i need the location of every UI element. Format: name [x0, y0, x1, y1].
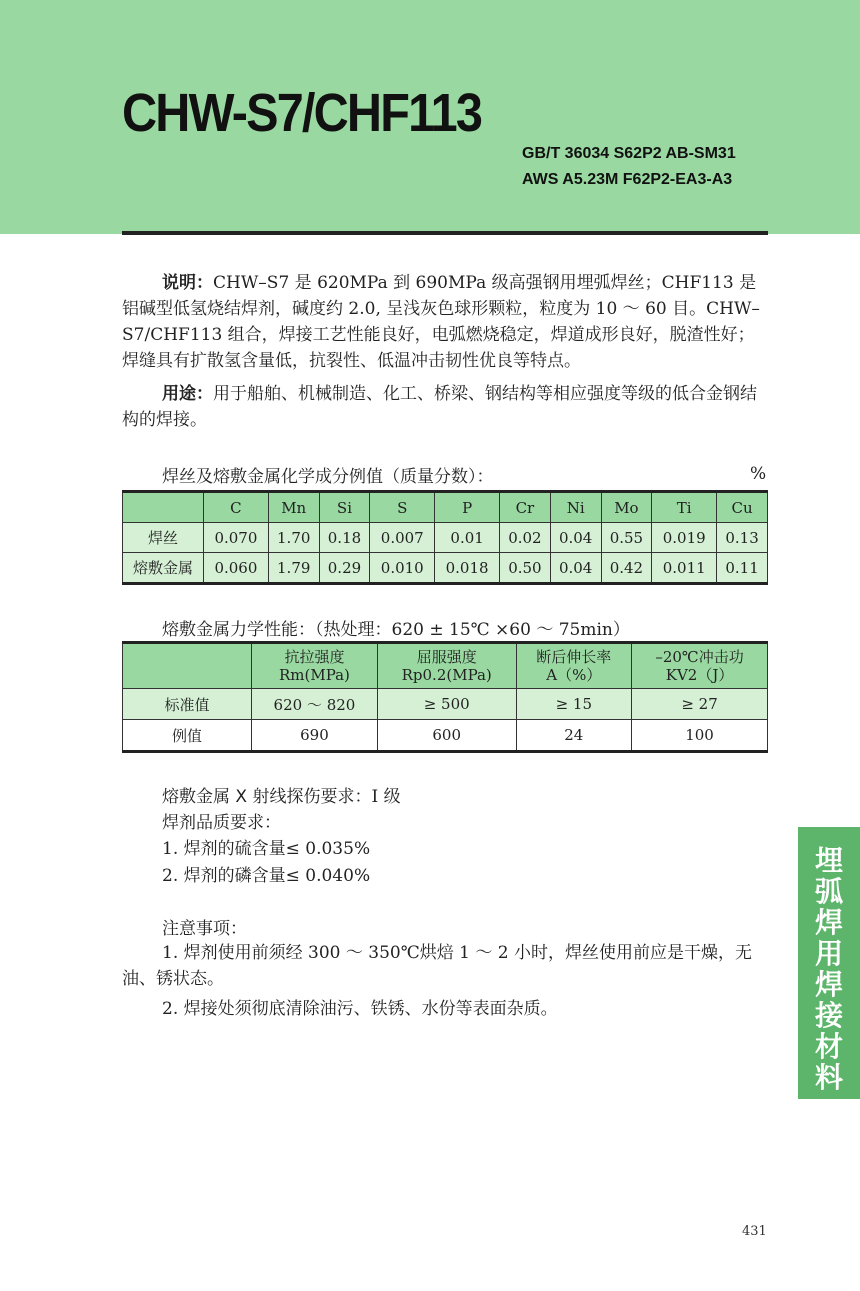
chem-cell: 0.010 — [370, 553, 435, 584]
mech-cell: 标准值 — [123, 689, 252, 720]
chem-header-cell: S — [370, 492, 435, 523]
table-row — [123, 523, 768, 553]
header-rule — [122, 231, 768, 235]
xray-requirement — [162, 782, 401, 807]
side-tab-char: 材 — [814, 1030, 843, 1063]
flux-quality-title: 焊剂品质要求： — [162, 813, 281, 833]
page-number: 431 — [742, 1224, 767, 1239]
mech-table — [122, 641, 768, 753]
mech-header-cell — [516, 643, 632, 689]
chem-header-cell: Mn — [268, 492, 319, 523]
chem-cell: 0.007 — [370, 523, 435, 553]
usage-label: 用途： — [162, 384, 213, 404]
chem-cell: 0.18 — [319, 523, 370, 553]
mech-header-cell — [632, 643, 768, 689]
mech-header-l2: KV2（J） — [665, 666, 734, 684]
chem-cell: 0.019 — [652, 523, 717, 553]
chem-header-row — [123, 492, 768, 523]
chem-table — [122, 490, 768, 585]
mech-cell: 100 — [632, 720, 768, 752]
mech-table-title — [162, 615, 630, 640]
chem-header-cell: Ti — [652, 492, 717, 523]
chem-header-cell: Mo — [601, 492, 652, 523]
chem-cell: 0.060 — [204, 553, 269, 584]
mech-cell: 24 — [516, 720, 632, 752]
chem-cell: 0.01 — [435, 523, 500, 553]
mech-cell: ≥ 15 — [516, 689, 632, 720]
usage-text: 用于船舶、机械制造、化工、桥梁、钢结构等相应强度等级的低合金钢结构的焊接。 — [122, 384, 757, 430]
side-tab-char: 焊 — [814, 906, 843, 939]
chem-cell: 1.79 — [268, 553, 319, 584]
chem-cell: 0.070 — [204, 523, 269, 553]
note-item-2: 2. 焊接处须彻底清除油污、铁锈、水份等表面杂质。 — [162, 999, 558, 1019]
mech-header-l2: A（%） — [546, 666, 602, 684]
chem-cell: 熔敷金属 — [123, 553, 204, 584]
side-tab-char: 焊 — [814, 968, 843, 1001]
chem-header-cell: C — [204, 492, 269, 523]
chem-cell: 0.29 — [319, 553, 370, 584]
side-tab-char: 埋 — [814, 844, 843, 877]
chem-cell: 0.04 — [550, 553, 601, 584]
chem-cell: 0.02 — [500, 523, 551, 553]
header-band — [0, 0, 860, 234]
table-row — [123, 689, 768, 720]
mech-cell: 例值 — [123, 720, 252, 752]
chem-cell: 0.55 — [601, 523, 652, 553]
mech-header-l1: 屈服强度 — [416, 648, 477, 666]
mech-cell: ≥ 27 — [632, 689, 768, 720]
usage-paragraph — [122, 381, 770, 433]
chem-unit: % — [750, 464, 767, 484]
heat-treatment: （热处理：620 ± 15℃ ×60 ～ 75min） — [315, 620, 630, 640]
page-title: CHW-S7/CHF113 — [122, 83, 482, 143]
side-tab-char: 料 — [814, 1061, 843, 1094]
chem-cell: 1.70 — [268, 523, 319, 553]
flux-item: 2. 焊剂的磷含量≤ 0.040% — [162, 866, 371, 886]
chem-header-cell: Cu — [717, 492, 768, 523]
mech-header-l1: 抗拉强度 — [284, 648, 345, 666]
mech-header-l2: Rp0.2(MPa) — [401, 666, 492, 684]
side-category-tab — [798, 827, 860, 1099]
mech-cell: 690 — [252, 720, 378, 752]
mech-cell: ≥ 500 — [377, 689, 516, 720]
mech-header-cell — [252, 643, 378, 689]
side-tab-char: 弧 — [814, 875, 843, 908]
table-row — [123, 720, 768, 752]
notes-title: 注意事项： — [162, 919, 247, 939]
standard-aws: AWS A5.23M F62P2-EA3-A3 — [522, 171, 733, 188]
chem-cell: 0.018 — [435, 553, 500, 584]
chem-header-cell: P — [435, 492, 500, 523]
description-text: CHW–S7 是 620MPa 到 690MPa 级高强钢用埋弧焊丝；CHF113 是铝碱型低氢烧结焊剂，碱度约 2.0, 呈浅灰色球形颗粒，粒度为 10 ～ 60 目。CHW–S7/CHF113 组合，焊接工艺性能良好，电弧燃烧稳定，焊道成形良好，脱渣性好；焊缝具有扩散氢含量低，抗裂性、低温冲击韧性优良等特点。 — [122, 273, 760, 371]
flux-item: 1. 焊剂的硫含量≤ 0.035% — [162, 839, 371, 859]
chem-header-cell: Cr — [500, 492, 551, 523]
standard-gb: GB/T 36034 S62P2 AB-SM31 — [522, 145, 736, 162]
mech-header-l2: Rm(MPa) — [278, 666, 350, 684]
mech-header-l1: –20℃冲击功 — [655, 648, 744, 666]
mech-header-row — [123, 643, 768, 689]
chem-cell: 0.50 — [500, 553, 551, 584]
table-row — [123, 553, 768, 584]
chem-cell: 0.04 — [550, 523, 601, 553]
mech-title: 熔敷金属力学性能： — [162, 620, 315, 640]
mech-header-cell — [377, 643, 516, 689]
mech-cell: 620 ～ 820 — [252, 689, 378, 720]
note-item-1: 1. 焊剂使用前须经 300 ～ 350℃烘焙 1 ～ 2 小时，焊丝使用前应是干燥，无油、锈状态。 — [122, 943, 752, 989]
mech-cell: 600 — [377, 720, 516, 752]
chem-header-cell: Ni — [550, 492, 601, 523]
chem-cell: 焊丝 — [123, 523, 204, 553]
side-tab-char: 用 — [814, 937, 843, 970]
chem-table-title: 焊丝及熔敷金属化学成分例值（质量分数）： — [162, 467, 494, 487]
mech-header-l1: 断后伸长率 — [536, 648, 612, 666]
xray-label: 熔敷金属 X 射线探伤要求： — [162, 787, 372, 807]
side-tab-char: 接 — [814, 999, 843, 1032]
xray-value: I 级 — [371, 787, 401, 807]
chem-cell: 0.011 — [652, 553, 717, 584]
chem-cell: 0.13 — [717, 523, 768, 553]
description-label: 说明： — [162, 273, 213, 293]
description-paragraph — [122, 270, 770, 374]
chem-header-cell — [123, 492, 204, 523]
chem-cell: 0.42 — [601, 553, 652, 584]
chem-header-cell: Si — [319, 492, 370, 523]
chem-cell: 0.11 — [717, 553, 768, 584]
mech-header-cell — [123, 643, 252, 689]
